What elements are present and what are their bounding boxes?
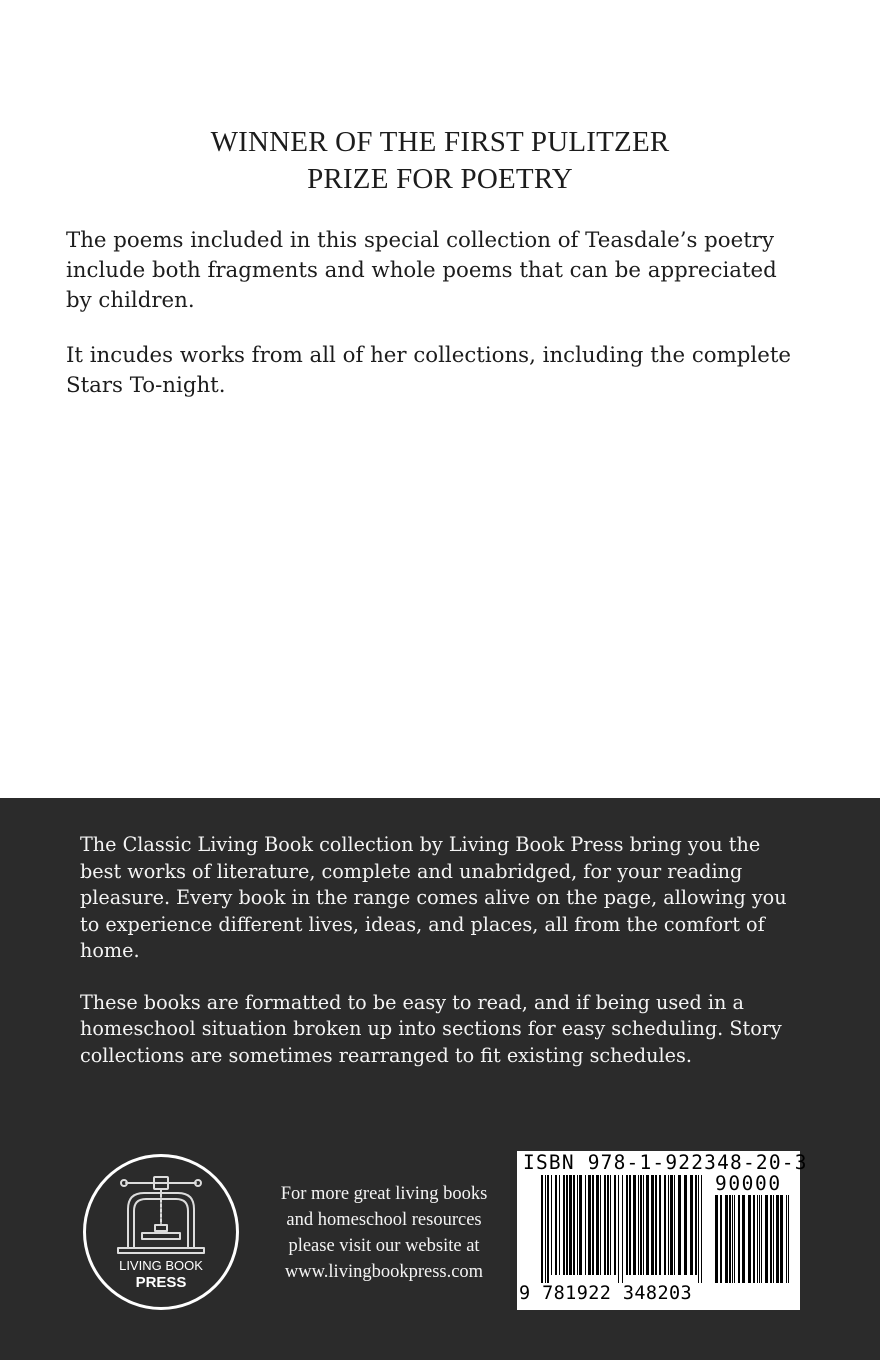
blurb-p1-line: The Classic Living Book collection by Living Book Press bring you the: [80, 833, 761, 856]
barcode-bar: [698, 1175, 699, 1283]
barcode-bars: [525, 1172, 793, 1285]
intro-p2-line: It incudes works from all of her collections, including the complete: [66, 343, 791, 368]
intro-paragraph-2: [66, 341, 816, 401]
barcode-bar: [734, 1195, 735, 1283]
barcode-bar: [646, 1175, 649, 1275]
barcode-bar: [761, 1195, 762, 1283]
blurb-p1-line: home.: [80, 939, 140, 962]
blurb-p2-line: homeschool situation broken up into sections for easy scheduling. Story: [80, 1017, 782, 1040]
living-book-press-logo: [82, 1153, 240, 1311]
barcode-bar: [614, 1175, 616, 1275]
barcode-bar: [695, 1175, 697, 1275]
blurb-p2-line: These books are formatted to be easy to read, and if being used in a: [80, 990, 744, 1014]
logo-text-living-book: LIVING BOOK: [119, 1258, 203, 1273]
blurb-paragraph-2: [80, 990, 810, 1070]
website-promo: [256, 1181, 512, 1285]
barcode-bar: [659, 1175, 661, 1275]
barcode-bar: [742, 1195, 745, 1283]
barcode-bar: [776, 1195, 779, 1283]
barcode-bar: [684, 1175, 687, 1275]
award-headline: [0, 124, 880, 198]
headline-line-1: WINNER OF THE FIRST PULITZER: [210, 126, 670, 158]
barcode-bar: [579, 1175, 582, 1275]
cover-bottom-panel: [0, 798, 880, 1360]
barcode-bar: [563, 1175, 565, 1275]
logo-text-press: PRESS: [135, 1274, 187, 1291]
barcode-bar: [678, 1175, 681, 1275]
barcode-bar: [664, 1175, 666, 1275]
barcode-bar: [690, 1175, 693, 1275]
barcode-bar: [545, 1175, 546, 1283]
barcode-bar: [610, 1175, 611, 1275]
barcode-bar: [674, 1175, 675, 1275]
barcode-bar: [577, 1175, 578, 1275]
barcode-bar: [638, 1175, 639, 1275]
barcode-bar: [753, 1195, 755, 1283]
headline-line-2: PRIZE FOR POETRY: [307, 163, 573, 195]
website-url: www.livingbookpress.com: [284, 1262, 484, 1282]
barcode-bar: [765, 1195, 768, 1283]
barcode-bar: [748, 1195, 751, 1283]
blurb-p1-line: best works of literature, complete and unabridged, for your reading: [80, 859, 743, 883]
barcode-bar: [729, 1195, 731, 1283]
promo-line-3: please visit our website at: [288, 1236, 480, 1256]
barcode-bar: [788, 1195, 789, 1283]
barcode-bar: [559, 1175, 560, 1275]
barcode-bar: [618, 1175, 619, 1283]
isbn-label: ISBN 978-1-922348-20-3: [523, 1151, 808, 1174]
intro-p2-line: Stars To-night.: [66, 373, 226, 398]
barcode-bar: [600, 1175, 601, 1275]
barcode-bar: [732, 1195, 733, 1283]
barcode-bar: [715, 1195, 718, 1283]
barcode-bar: [633, 1175, 636, 1275]
blurb-p1-line: to experience different lives, ideas, and places, all from the comfort of: [80, 912, 765, 936]
barcode-bar: [607, 1175, 609, 1275]
addon-bars: [715, 1195, 789, 1283]
barcode-bar: [573, 1175, 575, 1275]
barcode-bar: [596, 1175, 599, 1275]
barcode-bar: [541, 1175, 543, 1283]
barcode-bar: [547, 1175, 549, 1283]
isbn-digits: 9 781922 348203: [519, 1283, 693, 1304]
blurb-p2-line: collections are sometimes rearranged to fit existing schedules.: [80, 1043, 692, 1067]
intro-p1-line: include both fragments and whole poems that can be appreciated: [66, 258, 777, 283]
barcode-bar: [780, 1195, 783, 1283]
barcode-bar: [622, 1175, 623, 1283]
barcode-bar: [701, 1175, 702, 1283]
barcode-bar: [651, 1175, 654, 1275]
price-addon-code: 90000: [715, 1172, 782, 1195]
barcode-bar: [626, 1175, 628, 1275]
promo-line-2: and homeschool resources: [286, 1210, 482, 1230]
barcode-bar: [629, 1175, 631, 1275]
barcode-bar: [725, 1195, 728, 1283]
barcode-bar: [655, 1175, 657, 1275]
isbn-barcode: [517, 1151, 808, 1310]
series-blurb: [80, 832, 810, 1094]
ean-bars: [541, 1175, 702, 1283]
blurb-p1-line: pleasure. Every book in the range comes alive on the page, allowing you: [80, 886, 787, 909]
barcode-bar: [551, 1175, 552, 1275]
barcode-bar: [588, 1175, 591, 1275]
intro-text: [66, 226, 816, 426]
barcode-bar: [770, 1195, 772, 1283]
promo-line-1: For more great living books: [280, 1184, 488, 1204]
blurb-paragraph-1: [80, 832, 810, 965]
barcode-bar: [640, 1175, 642, 1275]
barcode-bar: [738, 1195, 740, 1283]
barcode-bar: [759, 1195, 760, 1283]
barcode-bar: [592, 1175, 594, 1275]
barcode-bar: [668, 1175, 669, 1275]
barcode-bar: [569, 1175, 572, 1275]
barcode-bar: [670, 1175, 673, 1275]
barcode-bar: [604, 1175, 606, 1275]
barcode-bar: [786, 1195, 787, 1283]
intro-p1-line: The poems included in this special collection of Teasdale’s poetry: [66, 228, 775, 253]
barcode-bar: [643, 1175, 644, 1275]
intro-p1-line: by children.: [66, 288, 195, 313]
barcode-bar: [720, 1195, 722, 1283]
barcode-bar: [773, 1195, 774, 1283]
barcode-bar: [757, 1195, 758, 1283]
barcode-bar: [585, 1175, 586, 1275]
barcode-bar: [566, 1175, 568, 1275]
barcode-bar: [555, 1175, 557, 1275]
intro-paragraph-1: [66, 226, 816, 316]
